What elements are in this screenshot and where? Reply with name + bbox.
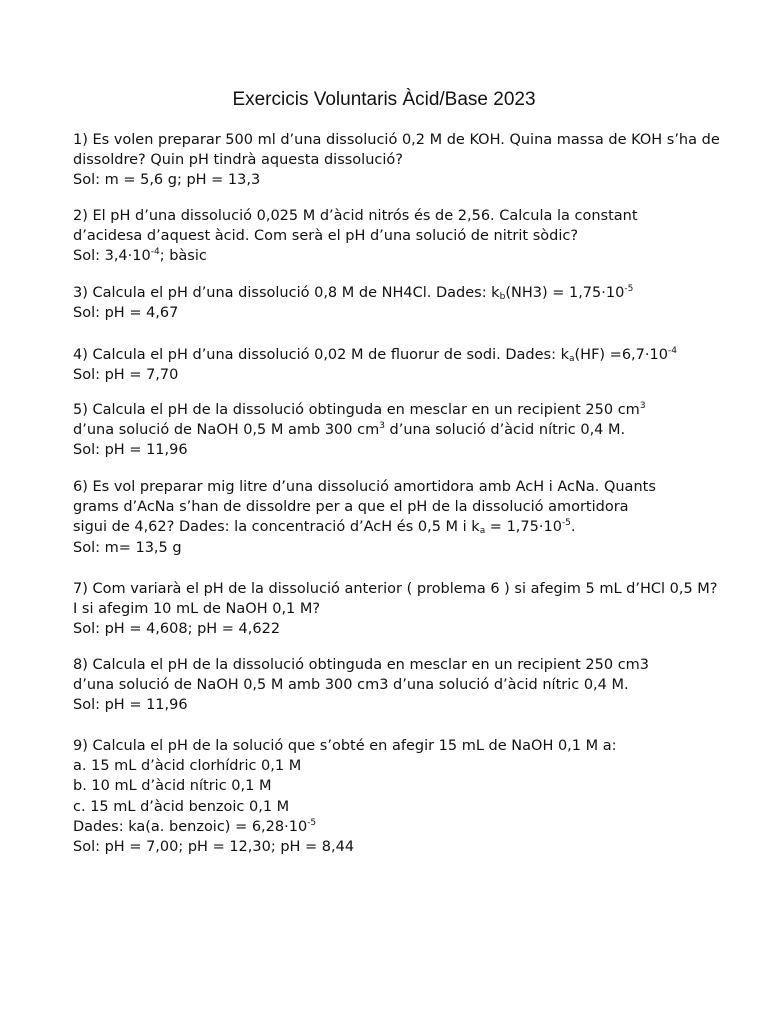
exercise-9-dades: Dades: ka(a. benzoic) = $6,28\cdot 10^{-5}$ [73,817,317,835]
exercise-8-line-1: 8) Calcula el pH de la dissolució obtinguda en mesclar en un recipient 250 cm3 [73,657,650,673]
exercise-7 [73,579,733,640]
exercise-9-solution: Sol: pH = 7,00; pH = 12,30; pH = 8,44 [73,839,355,856]
exercise-4-solution: Sol: pH = 7,70 [73,367,179,384]
exercise-7-line-1: 7) Com variarà el pH de la dissolució anterior ( problema 6 ) si afegim 5 mL d’HCl 0,5 M? [73,581,718,597]
exercise-5 [73,400,733,461]
exercise-8-solution: Sol: pH = 11,96 [73,697,188,714]
exercise-9-option-c: c. 15 mL d’àcid benzoic 0,1 M [73,798,290,815]
exercise-9-line-1: 9) Calcula el pH de la solució que s’obté en afegir 15 mL de NaOH 0,1 M a: [73,738,617,754]
exercise-6-line-3: sigui de 4,62? Dades: la concentració d’AcH és 0,5 M i $k_a = 1,75\cdot 10^{-5}$. [73,518,576,537]
exercise-8 [73,655,733,716]
exercise-7-solution: Sol: pH = 4,608; pH = 4,622 [73,621,281,638]
exercise-6-line-2: grams d’AcNa s’han de dissoldre per a que el pH de la dissolució amortidora [73,499,629,516]
exercise-3 [73,283,733,323]
exercise-4-line-1: 4) Calcula el pH d’una dissolució 0,02 M de fluorur de sodi. Dades: $k_a(HF) =6,7\cdot 10^{-4}$ [73,346,677,364]
exercise-5-line-1: 5) Calcula el pH de la dissolució obtinguda en mesclar en un recipient 250 $cm^3$ [73,401,646,418]
page-title: Exercicis Voluntaris Àcid/Base 2023 [232,89,536,110]
exercise-9 [73,736,733,857]
exercise-1-line-1: 1) Es volen preparar 500 ml d’una dissolució 0,2 M de KOH. Quina massa de KOH s’ha de [73,132,720,148]
exercise-6 [73,477,733,558]
exercise-2-solution: Sol: $3,4\cdot 10^{-4}$; bàsic [73,247,207,265]
exercise-5-solution: Sol: pH = 11,96 [73,442,188,459]
exercise-9-option-a: a. 15 mL d’àcid clorhídric 0,1 M [73,758,302,775]
exercise-4 [73,345,733,385]
exercise-3-line-1: 3) Calcula el pH d’una dissolució 0,8 M de NH4Cl. Dades: $k_b(NH3) = 1,75\cdot 10^{-5}$ [73,284,634,302]
exercise-2-line-2: d’acidesa d’aquest àcid. Com serà el pH d’una solució de nitrit sòdic? [73,228,579,245]
exercise-1 [73,130,733,191]
exercise-1-solution: Sol: m = 5,6 g; pH = 13,3 [73,172,261,189]
exercise-5-line-2: d’una solució de NaOH 0,5 M amb 300 $cm^3$ d’una solució d’àcid nítric 0,4 M. [73,421,626,439]
exercise-1-line-2: dissoldre? Quin pH tindrà aquesta dissolució? [73,152,403,169]
exercise-2 [73,206,733,267]
exercise-8-line-2: d’una solució de NaOH 0,5 M amb 300 cm3 d’una solució d’àcid nítric 0,4 M. [73,677,629,694]
exercise-6-solution: Sol: m= 13,5 g [73,539,182,556]
exercise-6-line-1: 6) Es vol preparar mig litre d’una dissolució amortidora amb AcH i AcNa. Quants [73,479,656,495]
exercise-2-line-1: 2) El pH d’una dissolució 0,025 M d’àcid nitrós és de 2,56. Calcula la constant [73,208,638,224]
exercise-9-option-b: b. 10 mL d’àcid nítric 0,1 M [73,778,272,795]
exercise-7-line-2: I si afegim 10 mL de NaOH 0,1 M? [73,601,321,618]
exercise-3-solution: Sol: pH = 4,67 [73,305,179,322]
